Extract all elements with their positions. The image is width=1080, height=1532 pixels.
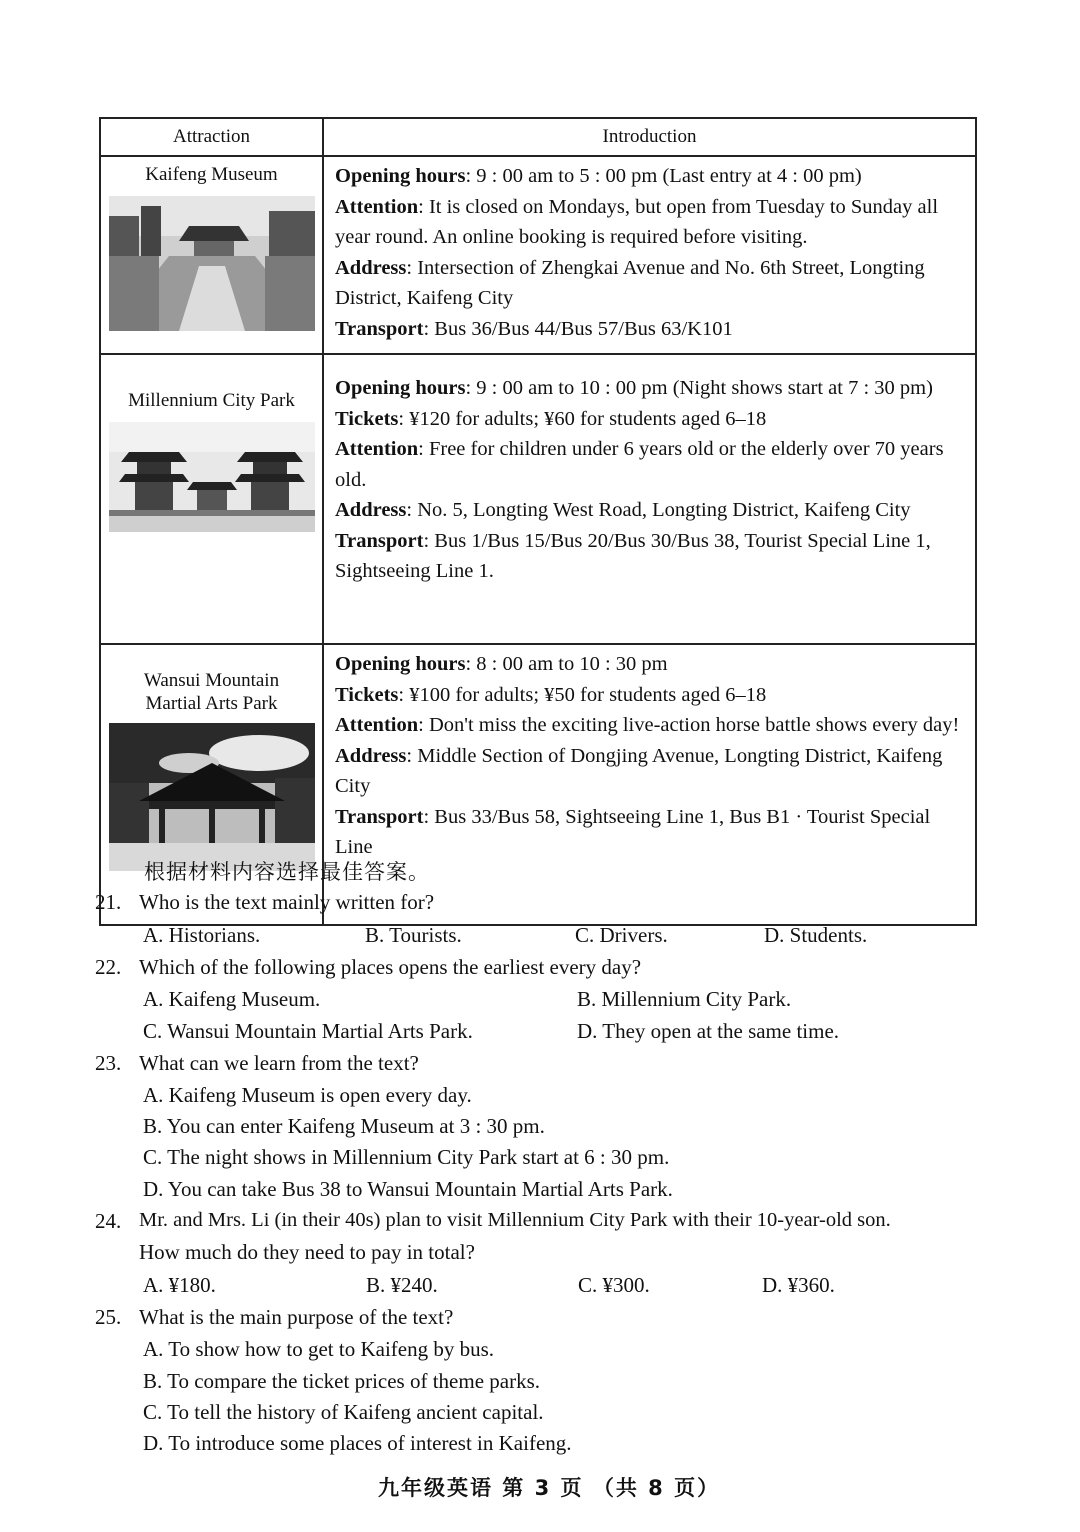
separator: : bbox=[406, 499, 418, 521]
label-transport: Transport bbox=[335, 805, 424, 828]
question-number: 22. bbox=[95, 955, 122, 979]
question-25 bbox=[0, 1305, 1080, 1335]
separator: : bbox=[465, 165, 477, 187]
separator: : bbox=[418, 438, 429, 460]
attractions-table bbox=[99, 117, 977, 926]
separator: : bbox=[423, 529, 435, 552]
info-line bbox=[335, 161, 965, 192]
label-attention: Attention bbox=[335, 438, 419, 460]
value-opening-hours: 9 : 00 am to 5 : 00 pm (Last entry at 4 : 00 pm) bbox=[476, 165, 862, 187]
header-attraction: Attraction bbox=[100, 118, 323, 156]
question-23 bbox=[0, 1051, 1080, 1081]
header-introduction: Introduction bbox=[323, 118, 976, 156]
museum-photo bbox=[109, 196, 315, 331]
question-text: Mr. and Mrs. Li (in their 40s) plan to visit Millennium City Park with their 10-year-old son. bbox=[139, 1209, 891, 1231]
info-line bbox=[335, 710, 965, 741]
separator: : bbox=[406, 256, 418, 279]
option-22-b[interactable]: B. Millennium City Park. bbox=[577, 987, 792, 1011]
table-row bbox=[100, 354, 976, 644]
option-23-a[interactable]: A. Kaifeng Museum is open every day. bbox=[143, 1083, 472, 1107]
info-line bbox=[335, 495, 965, 526]
label-attention: Attention bbox=[335, 195, 419, 218]
introduction-cell bbox=[323, 354, 976, 644]
option-22-c[interactable]: C. Wansui Mountain Martial Arts Park. bbox=[143, 1019, 473, 1043]
label-opening-hours: Opening hours bbox=[335, 377, 466, 399]
question-number: 24. bbox=[95, 1209, 122, 1233]
option-23-c[interactable]: C. The night shows in Millennium City Park start at 6 : 30 pm. bbox=[143, 1145, 670, 1169]
label-tickets: Tickets bbox=[335, 683, 399, 706]
value-address: Middle Section of Dongjing Avenue, Longting District, Kaifeng City bbox=[335, 744, 943, 797]
attraction-cell bbox=[100, 354, 323, 644]
value-tickets: ¥120 for adults; ¥60 for students aged 6–18 bbox=[409, 407, 767, 430]
option-25-a[interactable]: A. To show how to get to Kaifeng by bus. bbox=[143, 1337, 495, 1361]
value-opening-hours: 8 : 00 am to 10 : 30 pm bbox=[476, 653, 668, 675]
label-address: Address bbox=[335, 256, 407, 279]
separator: : bbox=[418, 714, 429, 736]
value-transport: Bus 36/Bus 44/Bus 57/Bus 63/K101 bbox=[434, 317, 733, 340]
question-number: 23. bbox=[95, 1051, 122, 1075]
option-24-a[interactable]: A. ¥180. bbox=[143, 1273, 216, 1297]
info-line bbox=[335, 253, 965, 314]
option-22-d[interactable]: D. They open at the same time. bbox=[577, 1019, 840, 1043]
option-25-b[interactable]: B. To compare the ticket prices of theme parks. bbox=[143, 1369, 541, 1393]
attraction-name-line2: Martial Arts Park bbox=[145, 693, 278, 714]
question-number: 21. bbox=[95, 890, 122, 914]
value-transport: Bus 33/Bus 58, Sightseeing Line 1, Bus B1 · Tourist Special Line bbox=[335, 805, 931, 858]
label-transport: Transport bbox=[335, 317, 424, 340]
attraction-cell bbox=[100, 156, 323, 354]
option-24-c[interactable]: C. ¥300. bbox=[578, 1273, 650, 1297]
martial-arts-park-photo bbox=[109, 723, 315, 871]
value-attention: Don't miss the exciting live-action horse battle shows every day! bbox=[428, 714, 960, 736]
label-opening-hours: Opening hours bbox=[335, 165, 466, 187]
info-line bbox=[335, 649, 965, 680]
question-text: What can we learn from the text? bbox=[139, 1051, 419, 1075]
label-transport: Transport bbox=[335, 529, 424, 552]
info-line bbox=[335, 314, 965, 345]
question-24 bbox=[0, 1209, 1080, 1239]
option-24-d[interactable]: D. ¥360. bbox=[762, 1273, 835, 1297]
table-header-row bbox=[100, 118, 976, 156]
question-number: 25. bbox=[95, 1305, 122, 1329]
separator: : bbox=[398, 683, 410, 706]
separator: : bbox=[465, 653, 477, 675]
separator: : bbox=[423, 805, 435, 828]
label-opening-hours: Opening hours bbox=[335, 653, 466, 675]
info-line bbox=[335, 434, 965, 495]
instruction: 根据材料内容选择最佳答案。 bbox=[144, 860, 430, 884]
option-21-d[interactable]: D. Students. bbox=[764, 923, 868, 947]
question-21 bbox=[0, 890, 1080, 920]
option-22-a[interactable]: A. Kaifeng Museum. bbox=[143, 987, 321, 1011]
info-line bbox=[335, 526, 965, 587]
option-21-b[interactable]: B. Tourists. bbox=[365, 923, 462, 947]
option-23-d[interactable]: D. You can take Bus 38 to Wansui Mountain Martial Arts Park. bbox=[143, 1177, 673, 1201]
question-22 bbox=[0, 955, 1080, 985]
value-address: No. 5, Longting West Road, Longting District, Kaifeng City bbox=[417, 499, 911, 521]
separator: : bbox=[406, 744, 418, 767]
label-address: Address bbox=[335, 499, 407, 521]
attraction-name: Kaifeng Museum bbox=[145, 164, 278, 185]
option-21-c[interactable]: C. Drivers. bbox=[575, 923, 668, 947]
label-attention: Attention bbox=[335, 714, 419, 736]
question-text: Which of the following places opens the earliest every day? bbox=[139, 955, 642, 979]
option-24-b[interactable]: B. ¥240. bbox=[366, 1273, 438, 1297]
question-text-continued: How much do they need to pay in total? bbox=[139, 1240, 475, 1264]
option-23-b[interactable]: B. You can enter Kaifeng Museum at 3 : 30 pm. bbox=[143, 1114, 545, 1138]
option-25-d[interactable]: D. To introduce some places of interest in Kaifeng. bbox=[143, 1431, 572, 1455]
info-line bbox=[335, 373, 965, 404]
option-25-c[interactable]: C. To tell the history of Kaifeng ancient capital. bbox=[143, 1400, 544, 1424]
separator: : bbox=[418, 195, 429, 218]
separator: : bbox=[423, 317, 435, 340]
info-line bbox=[335, 741, 965, 802]
value-address: Intersection of Zhengkai Avenue and No. 6th Street, Longting District, Kaifeng City bbox=[335, 256, 925, 309]
table-row bbox=[100, 156, 976, 354]
label-tickets: Tickets bbox=[335, 407, 399, 430]
info-line bbox=[335, 192, 965, 253]
value-tickets: ¥100 for adults; ¥50 for students aged 6–18 bbox=[409, 683, 767, 706]
info-line bbox=[335, 680, 965, 711]
introduction-cell bbox=[323, 156, 976, 354]
park-photo bbox=[109, 422, 315, 532]
info-line bbox=[335, 802, 965, 863]
value-attention: It is closed on Mondays, but open from Tuesday to Sunday all year round. An online booking is required before visiting. bbox=[335, 195, 939, 248]
attraction-name-line1: Wansui Mountain bbox=[143, 670, 280, 691]
value-attention: Free for children under 6 years old or the elderly over 70 years old. bbox=[335, 438, 944, 491]
value-transport: Bus 1/Bus 15/Bus 20/Bus 30/Bus 38, Tourist Special Line 1, Sightseeing Line 1. bbox=[335, 529, 931, 582]
page-footer: 九年级英语 第 3 页 （共 8 页） bbox=[378, 1476, 721, 1500]
value-opening-hours: 9 : 00 am to 10 : 00 pm (Night shows start at 7 : 30 pm) bbox=[476, 377, 933, 399]
question-text: What is the main purpose of the text? bbox=[139, 1305, 454, 1329]
info-line bbox=[335, 404, 965, 435]
option-21-a[interactable]: A. Historians. bbox=[143, 923, 261, 947]
label-address: Address bbox=[335, 744, 407, 767]
attraction-name: Millennium City Park bbox=[128, 390, 295, 411]
question-text: Who is the text mainly written for? bbox=[139, 890, 435, 914]
separator: : bbox=[465, 377, 477, 399]
separator: : bbox=[398, 407, 410, 430]
